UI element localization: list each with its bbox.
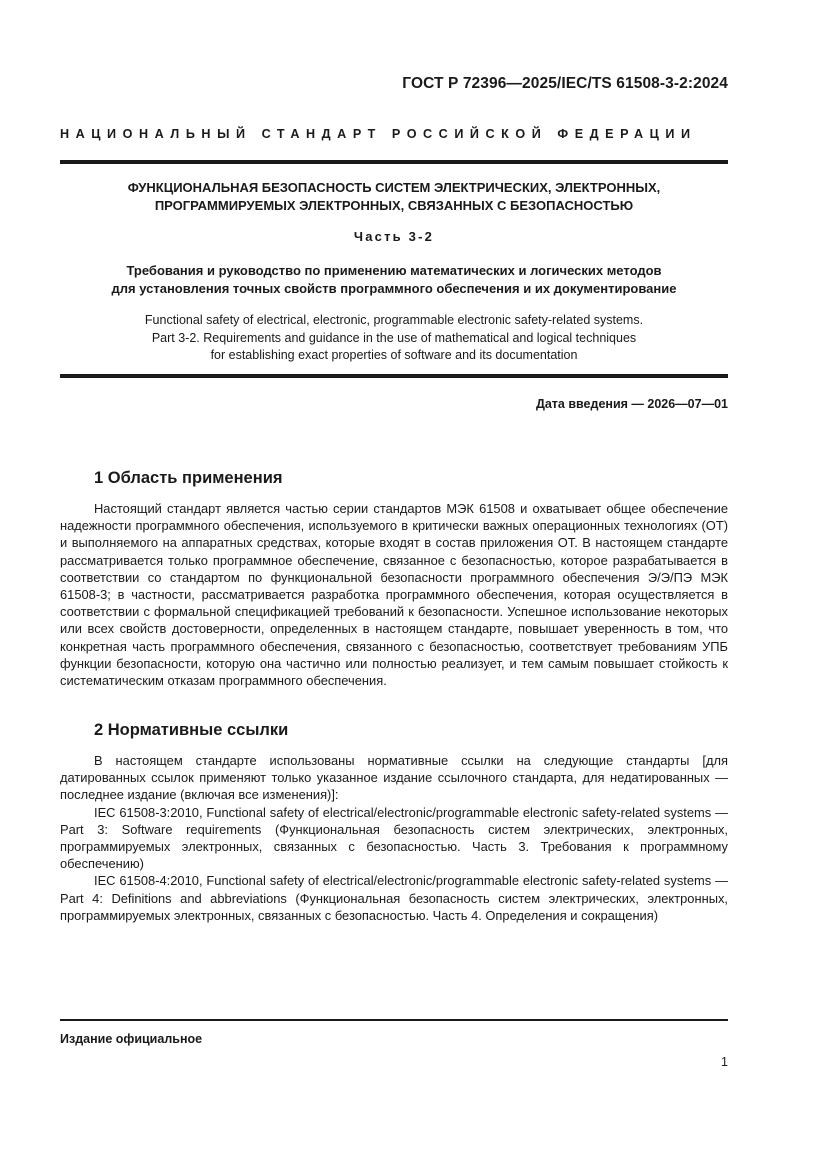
section-2-paragraph-intro: В настоящем стандарте использованы нормативные ссылки на следующие стандарты [для датированных ссылок применяют только указанное издание ссылочного стандарта, для недатированных — последнее издание (включая все изменения)]: (60, 753, 728, 803)
document-title-ru (60, 179, 728, 214)
reference-iec-61508-3: IEC 61508-3:2010, Functional safety of electrical/electronic/programmable electronic safety-related systems — Part 3: Software requirements (Функциональная безопасность систем электрических, электронных, программируемых электронных, связанных с безопасностью. Часть 3. Требования к программному обеспечению) (60, 804, 728, 872)
section-1-body (60, 500, 728, 689)
footer-divider (60, 1019, 728, 1021)
header-divider (60, 160, 728, 164)
section-2-heading: 2 Нормативные ссылки (94, 721, 289, 739)
reference-iec-61508-4: IEC 61508-4:2010, Functional safety of electrical/electronic/programmable electronic safety-related systems — Part 4: Definitions and abbreviations (Функциональная безопасность систем электрических, электронных, программируемых электронных, связанных с безопасностью. Часть 4. Определения и сокращения) (60, 873, 728, 923)
title-ru-line-2: ПРОГРАММИРУЕМЫХ ЭЛЕКТРОННЫХ, СВЯЗАННЫХ С БЕЗОПАСНОСТЬЮ (154, 197, 634, 213)
page-number: 1 (721, 1055, 728, 1069)
title-en-line-2: Part 3-2. Requirements and guidance in the use of mathematical and logical techniques (151, 330, 637, 345)
document-title-en (60, 312, 728, 365)
section-1-paragraph: Настоящий стандарт является частью серии стандартов МЭК 61508 и охватывает общее обеспечение надежности программного обеспечения, используемого в критически важных операционных технологиях (ОТ) и выполняемого на аппаратных средствах, которые входят в состав приложения ОТ. В настоящем стандарте рассматривается только программное обеспечение, связанное с безопасностью, которое разрабатывается в соответствии со стандартом по функциональной безопасности программного обеспечения Э/Э/ПЭ МЭК 61508-3; в частности, рассматривается разработка программного обеспечения, которая осуществляется в соответствии с формальной спецификацией требований к безопасности. Успешное использование некоторых или всех свойств достоверности, определенных в настоящем стандарте, повышает уверенность в том, что конкретная часть программного обеспечения, связанного с безопасностью, соответствует требованиям УПБ функции безопасности, которую она частично или полностью реализует, и тем самым повышает стойкость к систематическим отказам программного обеспечения. (60, 501, 728, 689)
standard-designation: ГОСТ Р 72396—2025/IEC/TS 61508-3-2:2024 (402, 75, 728, 92)
national-standard-title: НАЦИОНАЛЬНЫЙ СТАНДАРТ РОССИЙСКОЙ ФЕДЕРАЦИИ (60, 127, 697, 141)
section-1-heading: 1 Область применения (94, 469, 283, 487)
subtitle-ru-line-1: Требования и руководство по применению математических и логических методов (126, 263, 662, 278)
title-en-line-3: for establishing exact properties of software and its documentation (210, 348, 578, 362)
title-divider (60, 374, 728, 378)
official-edition-label: Издание официальное (60, 1032, 203, 1046)
introduction-date: Дата введения — 2026—07—01 (535, 397, 728, 411)
part-label: Часть 3-2 (353, 229, 435, 244)
title-ru-line-1: ФУНКЦИОНАЛЬНАЯ БЕЗОПАСНОСТЬ СИСТЕМ ЭЛЕКТРИЧЕСКИХ, ЭЛЕКТРОННЫХ, (127, 180, 661, 195)
subtitle-ru-line-2: для установления точных свойств программного обеспечения и их документирование (111, 280, 677, 296)
title-en-line-1: Functional safety of electrical, electronic, programmable electronic safety-related systems. (144, 313, 644, 327)
document-subtitle-ru (60, 262, 728, 297)
section-2-body (60, 752, 728, 924)
